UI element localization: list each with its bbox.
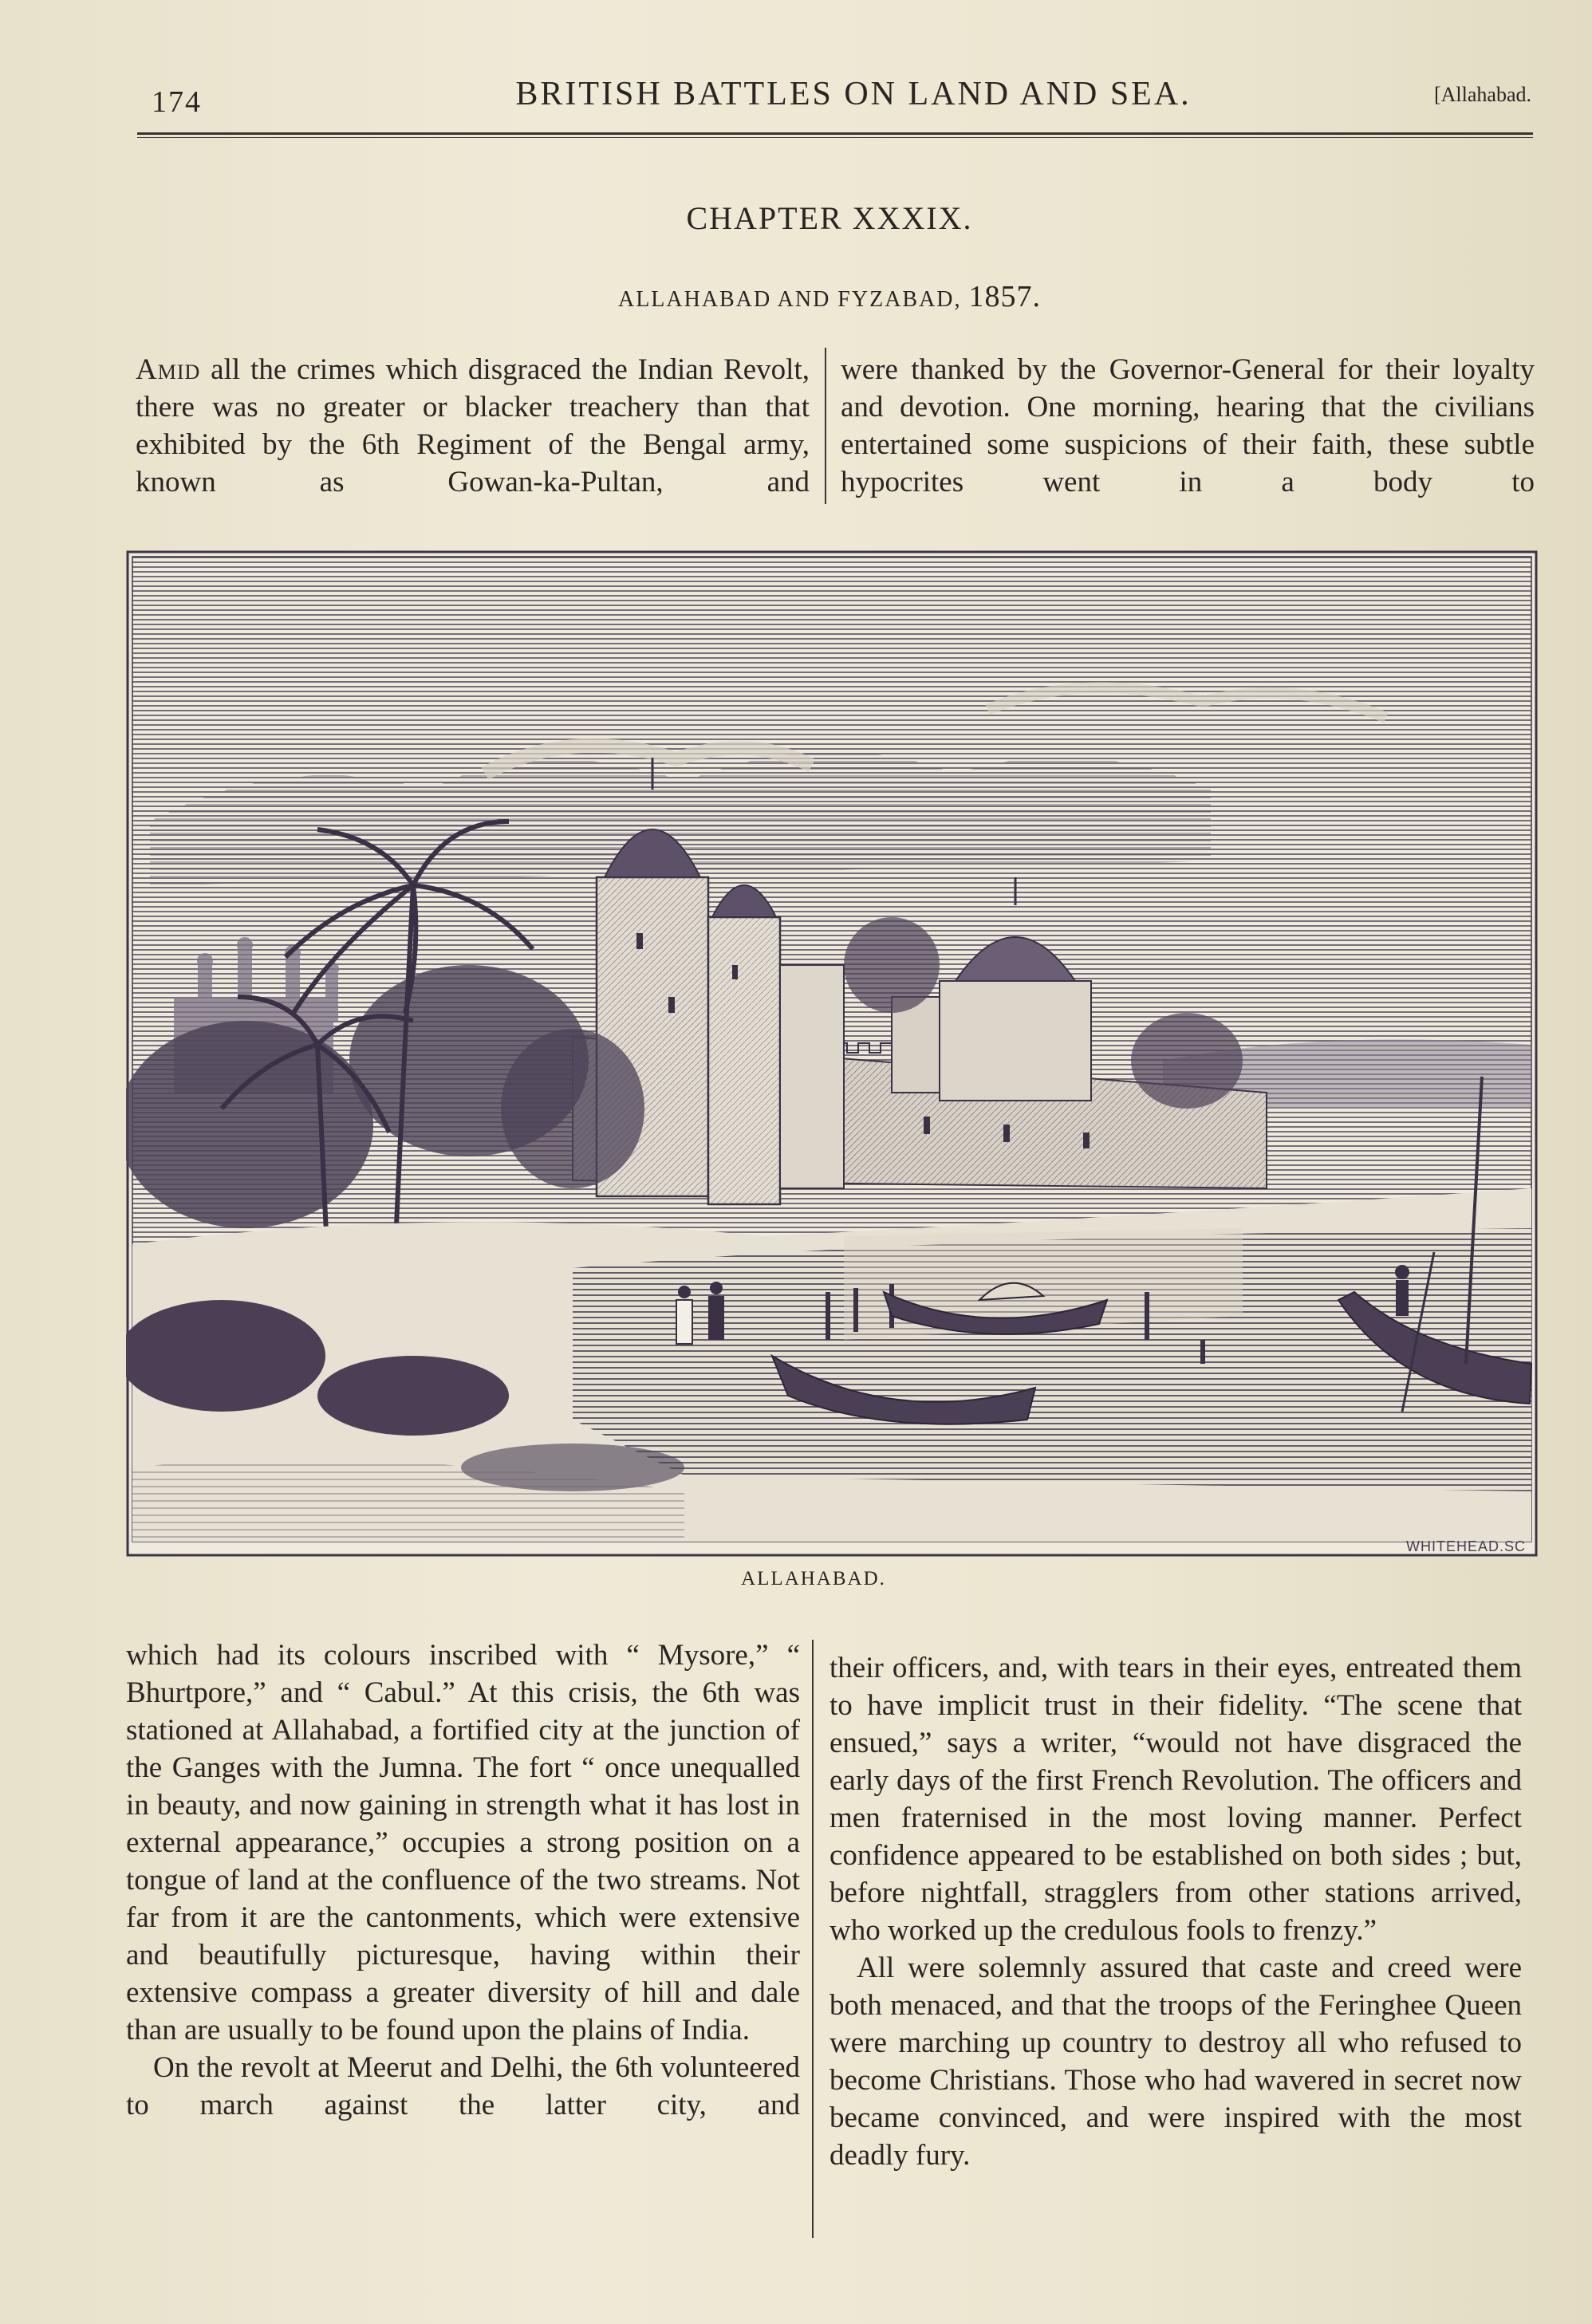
page-number: 174 [152, 85, 202, 119]
running-title: BRITISH BATTLES ON LAND AND SEA. [515, 76, 1192, 112]
engraving-svg [126, 550, 1538, 1557]
paragraph: which had its colours inscribed with “ Mysore,” “ Bhurtpore,” and “ Cabul.” At this crisis, the 6th was stationed at Allahabad, a fortified city at the junction of the Ganges with the Jumna. The fort “ once unequalled in beauty, and now gaining in strength what it has lost in external appearance,” occupies a strong position on a tongue of land at the confluence of the two streams. Not far from it are the cantonments, which were extensive and beautifully picturesque, having within their extensive compass a greater diversity of hill and dale than are usually to be found upon the plains of India. [126, 1639, 800, 2046]
paragraph: On the revolt at Meerut and Delhi, the 6th volunteered to march against the latter city, and [126, 2051, 800, 2121]
column-bottom-right [829, 1649, 1522, 2174]
column-divider-bottom [812, 1640, 814, 2238]
chapter-subtitle-text: ALLAHABAD AND FYZABAD, [617, 287, 962, 312]
illustration-caption: ALLAHABAD. [741, 1568, 886, 1589]
chapter-title: CHAPTER XXXIX. [686, 200, 973, 236]
paragraph [136, 351, 810, 501]
paragraph-text: all the crimes which disgraced the Indian Revolt, there was no greater or blacker treachery than that exhibited by the 6th Regiment of the Bengal army, known as Gowan-ka-Pultan, and [136, 353, 810, 498]
chapter-year: 1857. [968, 280, 1042, 313]
engraving-allahabad [126, 550, 1538, 1557]
column-divider-top [825, 348, 826, 504]
paragraph: their officers, and, with tears in their eyes, entreated them to have implicit trust in their fidelity. “The scene that ensued,” says a writer, “would not have disgraced the early days of the first French Revolution. The officers and men fraternised in the most loving manner. Perfect confidence appeared to be established on both sides ; but, before nightfall, stragglers from other stations arrived, who worked up the credulous fools to frenzy.” [829, 1652, 1522, 1947]
column-top-left [136, 351, 810, 501]
paragraph-text: were thanked by the Governor-General for their loyalty and devotion. One morning, hearing that the civilians entertained some suspicions of their faith, these subtle hypocrites went in a body to [841, 353, 1535, 498]
paragraph: All were solemnly assured that caste and creed were both menaced, and that the troops of the Feringhee Queen were marching up country to destroy all who refused to become Christians. Those who had wavered in secret now became convinced, and were inspired with the most deadly fury. [829, 1952, 1522, 2172]
opening-word: Amid [136, 353, 201, 386]
column-bottom-left [126, 1637, 800, 2124]
column-top-right [841, 351, 1535, 501]
section-marker: [Allahabad. [1433, 83, 1531, 106]
header-rule [137, 132, 1533, 138]
chapter-subtitle [0, 279, 1592, 314]
engraver-signature: WHITEHEAD.SC [1405, 1538, 1526, 1554]
running-head [152, 70, 1555, 118]
boatman-figure [1395, 1265, 1409, 1316]
